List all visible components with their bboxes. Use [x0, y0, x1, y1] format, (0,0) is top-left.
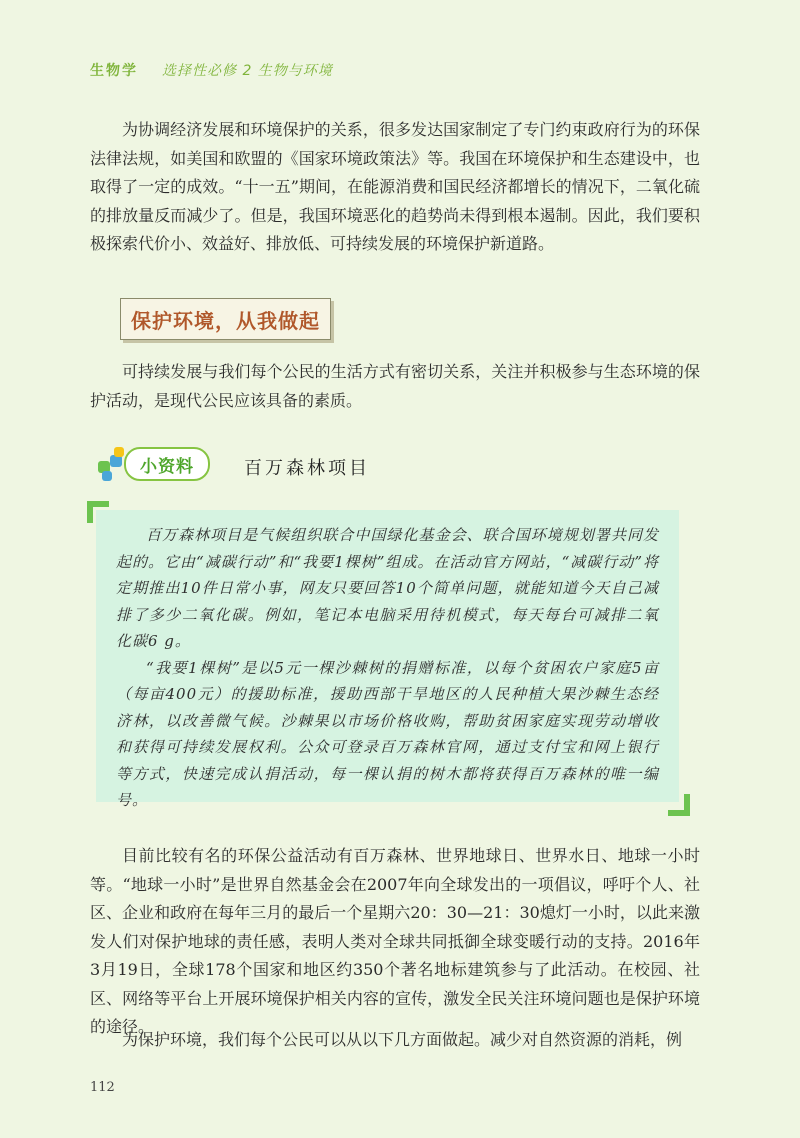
corner-mark-bottom-right: [668, 794, 690, 816]
running-header: [90, 60, 333, 80]
section-title: 保护环境，从我做起: [120, 298, 331, 340]
info-paragraph-2: “我要1棵树”是以5元一棵沙棘树的捐赠标准，以每个贫困农户家庭5亩（每亩400元）的援助标准，援助西部干旱地区的人民种植大果沙棘生态经济林，以改善微气候。沙棘果以市场价格收购，帮助贫困家庭实现劳动增收和获得可持续发展权利。公众可登录百万森林官网，通过支付宝和网上银行等方式，快速完成认捐活动，每一棵认捐的树木都将获得百万森林的唯一编号。: [116, 658, 659, 809]
info-label-pill: 小资料: [124, 447, 210, 481]
page-number: 112: [90, 1080, 115, 1095]
info-box: [96, 510, 679, 809]
paragraph-3: 目前比较有名的环保公益活动有百万森林、世界地球日、世界水日、地球一小时等。“地球一小时”是世界自然基金会在2007年向全球发出的一项倡议，呼吁个人、社区、企业和政府在每年三月的最后一个星期六20：30—21：30熄灯一小时，以此来激发人们对保护地球的责任感，表明人类对全球共同抵御全球变暖行动的支持。2016年3月19日，全球178个国家和地区约350个著名地标建筑参与了此活动。在校园、社区、网络等平台上开展环境保护相关内容的宣传，激发全民关注环境问题也是保护环境的途径。: [90, 846, 700, 1036]
info-label: [96, 447, 210, 481]
paragraph-4: 为保护环境，我们每个公民可以从以下几方面做起。减少对自然资源的消耗，例: [122, 1030, 683, 1049]
paragraph-2: 可持续发展与我们每个公民的生活方式有密切关系，关注并积极参与生态环境的保护活动，是现代公民应该具备的素质。: [90, 362, 700, 410]
paragraph-1: 为协调经济发展和环境保护的关系，很多发达国家制定了专门约束政府行为的环保法律法规，如美国和欧盟的《国家环境政策法》等。我国在环境保护和生态建设中，也取得了一定的成效。“十一五”期间，在能源消费和国民经济都增长的情况下，二氧化硫的排放量反而减少了。但是，我国环境恶化的趋势尚未得到根本遏制。因此，我们要积极探索代价小、效益好、排放低、可持续发展的环境保护新道路。: [90, 120, 700, 253]
puzzle-icon: [96, 447, 128, 481]
header-subject: 生物学: [90, 63, 138, 79]
info-title: 百万森林项目: [244, 458, 370, 479]
header-volume: 选择性必修 2 生物与环境: [162, 63, 333, 79]
info-paragraph-1: 百万森林项目是气候组织联合中国绿化基金会、联合国环境规划署共同发起的。它由“减碳行动”和“我要1棵树”组成。在活动官方网站，“减碳行动”将定期推出10件日常小事，网友只要回答10个简单问题，就能知道今天自己减排了多少二氧化碳。例如，笔记本电脑采用待机模式，每天每台可减排二氧化碳6 g。: [116, 526, 659, 650]
